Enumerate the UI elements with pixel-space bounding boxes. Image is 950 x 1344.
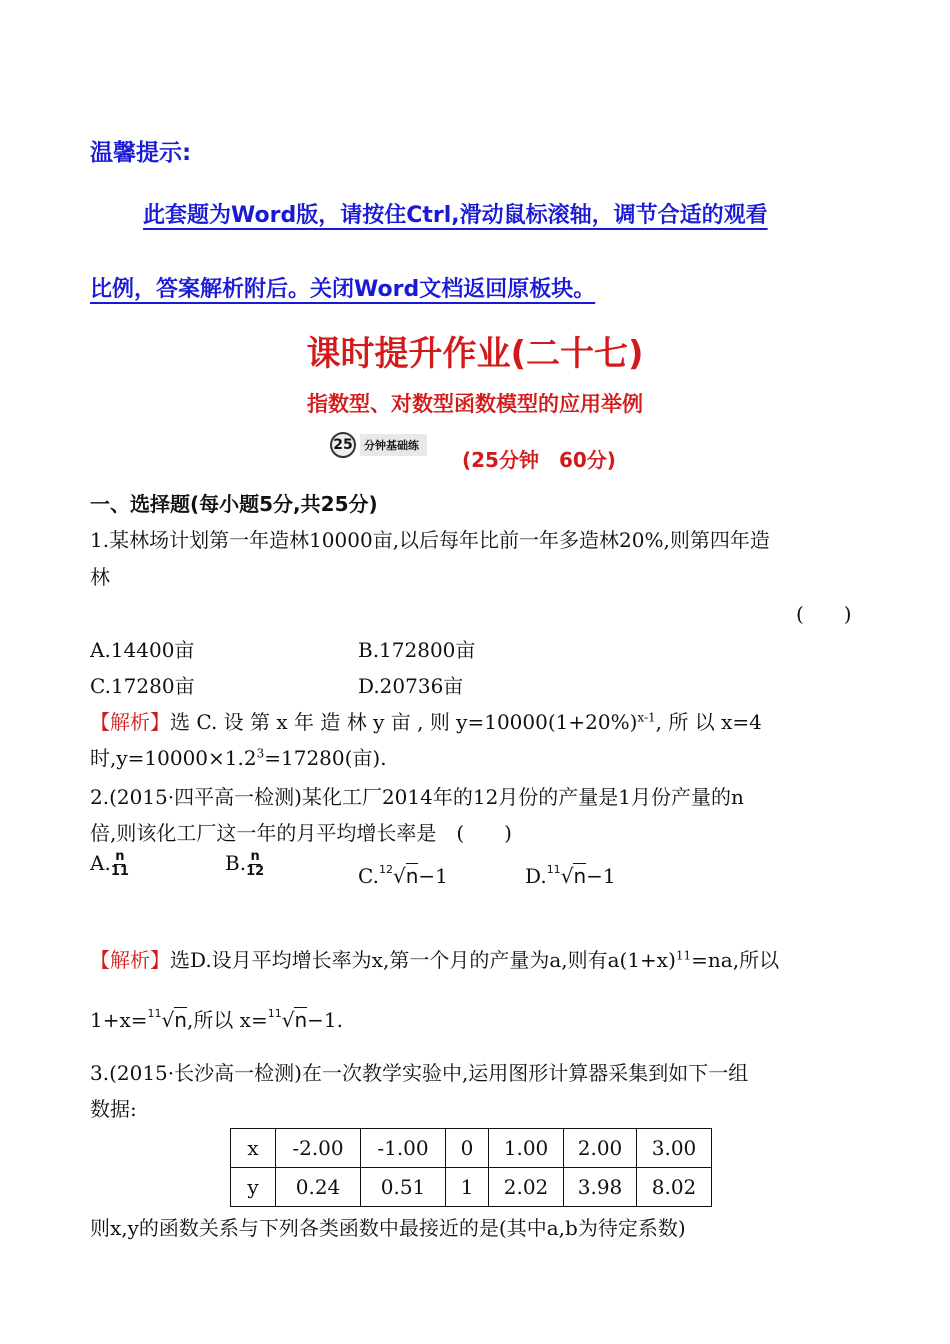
- page-subtitle: 指数型、对数型函数模型的应用举例: [307, 392, 643, 416]
- q1-analysis-line2-b: =17280(亩).: [264, 746, 387, 770]
- table-cell: 0.51: [361, 1168, 446, 1207]
- table-cell: 0.24: [276, 1168, 361, 1207]
- q1-line-1: 1.某林场计划第一年造林10000亩,以后每年比前一年多造林20%,则第四年造: [90, 528, 770, 552]
- table-cell: 2.00: [564, 1129, 637, 1168]
- q1-analysis-line-2: [90, 742, 387, 771]
- q1-analysis-exponent: x-1: [637, 710, 656, 725]
- q1-analysis-line-1: [90, 706, 762, 735]
- page-title: 课时提升作业(二十七): [306, 334, 644, 374]
- q1-analysis-text-b: , 所 以 x=4: [655, 710, 762, 734]
- tip-line-1[interactable]: 此套题为Word版，请按住Ctrl,滑动鼠标滚轴，调节合适的观看: [143, 203, 768, 228]
- q2-analysis-line-1: 【解析】选D.设月平均增长率为x,第一个月的产量为a,则有$a(1+x)^{11}=na$,所以: [90, 948, 780, 972]
- q1-line-2: 林: [90, 565, 110, 589]
- q2-option-d: D.$^{11}$√n−1: [525, 863, 616, 888]
- badge-number: 25: [330, 432, 356, 458]
- q2-option-c-root: $^{12}$√n: [378, 863, 419, 888]
- table-row: [231, 1129, 712, 1168]
- tip-title: 温馨提示:: [90, 140, 192, 166]
- tip-line-2[interactable]: 比例，答案解析附后。关闭Word文档返回原板块。: [90, 277, 596, 302]
- table-cell: 1: [446, 1168, 489, 1207]
- table-header-y: y: [231, 1168, 276, 1207]
- q3-line-2: 数据:: [90, 1097, 137, 1121]
- q1-option-b: B.172800亩: [358, 638, 476, 662]
- q1-analysis-text-a: 选 C. 设 第 x 年 造 林 y 亩 , 则 y=10000(1+20%): [170, 710, 638, 734]
- timer-badge: [330, 432, 427, 458]
- table-cell: -2.00: [276, 1129, 361, 1168]
- q2-line-1: 2.(2015·四平高一检测)某化工厂2014年的12月份的产量是1月份产量的n: [90, 785, 744, 809]
- q1-option-d: D.20736亩: [358, 674, 464, 698]
- table-cell: 3.98: [564, 1168, 637, 1207]
- q2-analysis-root-2: $^{11}$√n: [267, 1007, 308, 1032]
- q2-analysis-line-2: 1+x=$^{11}$√n,所以 x=$^{11}$√n−1.: [90, 1007, 344, 1032]
- table-cell: 0: [446, 1129, 489, 1168]
- table-cell: -1.00: [361, 1129, 446, 1168]
- q1-option-c: C.17280亩: [90, 674, 195, 698]
- q1-answer-paren: ( ): [796, 602, 852, 626]
- q1-analysis-line2-exponent: 3: [256, 746, 265, 761]
- q1-option-a: A.14400亩: [90, 638, 195, 662]
- q2-option-c: C.$^{12}$√n−1: [358, 863, 448, 888]
- q2-analysis-root-1: $^{11}$√n: [147, 1007, 187, 1032]
- q1-analysis-line2-a: 时,y=10000×1.2: [90, 746, 257, 770]
- table-row: [231, 1168, 712, 1207]
- data-table: [230, 1128, 712, 1207]
- q2-line-2: 倍,则该化工厂这一年的月平均增长率是 ( ): [90, 821, 512, 845]
- table-cell: 1.00: [489, 1129, 564, 1168]
- q2-option-a-fraction: $\frac{n}{11}$: [110, 849, 129, 879]
- q3-line-1: 3.(2015·长沙高一检测)在一次教学实验中,运用图形计算器采集到如下一组: [90, 1061, 749, 1085]
- table-cell: 2.02: [489, 1168, 564, 1207]
- analysis-tag: 【解析】: [90, 710, 170, 734]
- timing-info: (25分钟 60分): [462, 448, 616, 472]
- analysis-tag: 【解析】: [90, 948, 170, 972]
- q2-option-b: B. $\frac{n}{12}$: [225, 849, 265, 879]
- section-heading: 一、选择题(每小题5分,共25分): [90, 492, 378, 516]
- q2-option-b-fraction: $\frac{n}{12}$: [246, 849, 265, 879]
- badge-label: 分钟基础练: [360, 434, 427, 456]
- table-header-x: x: [231, 1129, 276, 1168]
- q2-option-a: A. $\frac{n}{11}$: [90, 849, 129, 879]
- table-cell: 3.00: [637, 1129, 712, 1168]
- q3-line-3: 则x,y的函数关系与下列各类函数中最接近的是(其中a,b为待定系数): [90, 1216, 686, 1240]
- q2-option-d-root: $^{11}$√n: [546, 863, 587, 888]
- table-cell: 8.02: [637, 1168, 712, 1207]
